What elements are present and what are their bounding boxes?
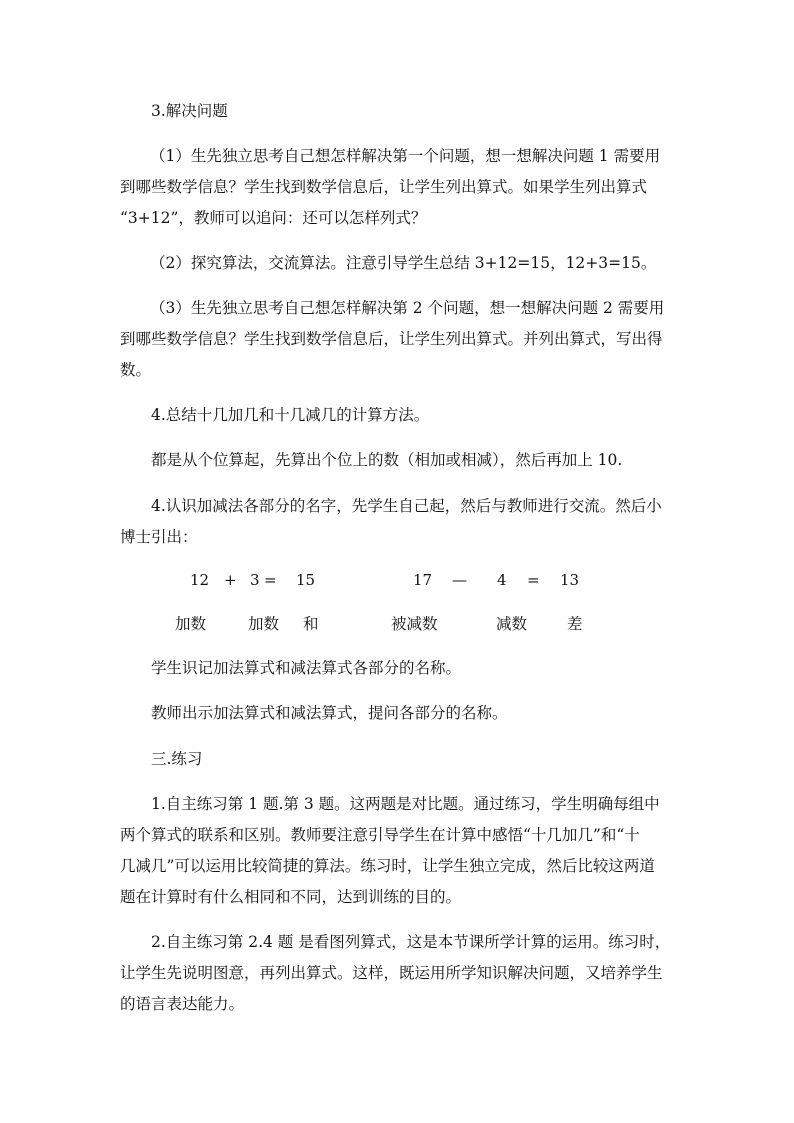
paragraph-1-line-2: 到哪些数学信息？学生找到数学信息后，让学生列出算式。如果学生列出算式 <box>120 178 648 196</box>
addition-equals: = <box>264 571 277 589</box>
exercise-1-line-3: 几减几”可以运用比较简捷的算法。练习时，让学生独立完成，然后比较这两道 <box>120 857 655 875</box>
label-addend-2: 加数 <box>248 615 280 633</box>
label-sum: 和 <box>303 615 319 633</box>
subtraction-equals: = <box>527 571 540 589</box>
paragraph-1-line-1: （1）生先独立思考自己想怎样解决第一个问题，想一想解决问题 1 需要用 <box>150 147 661 165</box>
paragraph-2: （2）探究算法，交流算法。注意引导学生总结 3+12=15，12+3=15。 <box>150 254 657 272</box>
paragraph-3-line-1: （3）生先独立思考自己想怎样解决第 2 个问题，想一想解决问题 2 需要用 <box>150 299 665 317</box>
exercise-2-line-2: 让学生先说明图意，再列出算式。这样，既运用所学知识解决问题，又培养学生 <box>120 964 663 982</box>
label-difference: 差 <box>567 615 583 633</box>
section-3-title: 3.解决问题 <box>151 102 228 120</box>
section-4b-line-1: 4.认识加减法各部分的名字，先学生自己起，然后与教师进行交流。然后小 <box>151 497 662 515</box>
exercise-1-line-4: 题在计算时有什么相同和不同，达到训练的目的。 <box>120 888 462 906</box>
label-addend-1: 加数 <box>175 615 207 633</box>
practice-section-title: 三.练习 <box>151 750 203 768</box>
exercise-2-line-3: 的语言表达能力。 <box>120 995 245 1013</box>
label-minuend: 被减数 <box>391 615 438 633</box>
subtraction-operand-1: 17 <box>413 571 433 589</box>
section-4-title: 4.总结十几加几和十几减几的计算方法。 <box>151 406 430 424</box>
subtraction-result: 13 <box>560 571 580 589</box>
exercise-1-line-2: 两个算式的联系和区别。教师要注意引导学生在计算中感悟“十几加几”和“十 <box>120 826 640 844</box>
addition-operand-1: 12 <box>190 571 210 589</box>
exercise-1-line-1: 1.自主练习第 1 题.第 3 题。这两题是对比题。通过练习，学生明确每组中 <box>151 795 660 813</box>
label-subtrahend: 减数 <box>496 615 528 633</box>
paragraph-1-line-3: “3+12”，教师可以追问：还可以怎样列式？ <box>120 209 427 227</box>
addition-operator: + <box>224 571 237 589</box>
section-4b-line-2: 博士引出： <box>120 528 198 546</box>
addition-operand-2: 3 <box>250 571 260 589</box>
paragraph-3-line-2: 到哪些数学信息？学生找到数学信息后，让学生列出算式。并列出算式，写出得 <box>120 330 663 348</box>
subtraction-operator: — <box>452 571 467 589</box>
paragraph-3-line-3: 数。 <box>120 361 152 379</box>
addition-result: 15 <box>296 571 316 589</box>
paragraph-4: 都是从个位算起，先算出个位上的数（相加或相减），然后再加上 10. <box>151 451 623 469</box>
paragraph-5: 学生识记加法算式和减法算式各部分的名称。 <box>151 659 462 677</box>
paragraph-6: 教师出示加法算式和减法算式，提问各部分的名称。 <box>151 704 508 722</box>
exercise-2-line-1: 2.自主练习第 2.4 题 是看图列算式，这是本节课所学计算的运用。练习时， <box>151 933 671 951</box>
subtraction-operand-2: 4 <box>497 571 507 589</box>
